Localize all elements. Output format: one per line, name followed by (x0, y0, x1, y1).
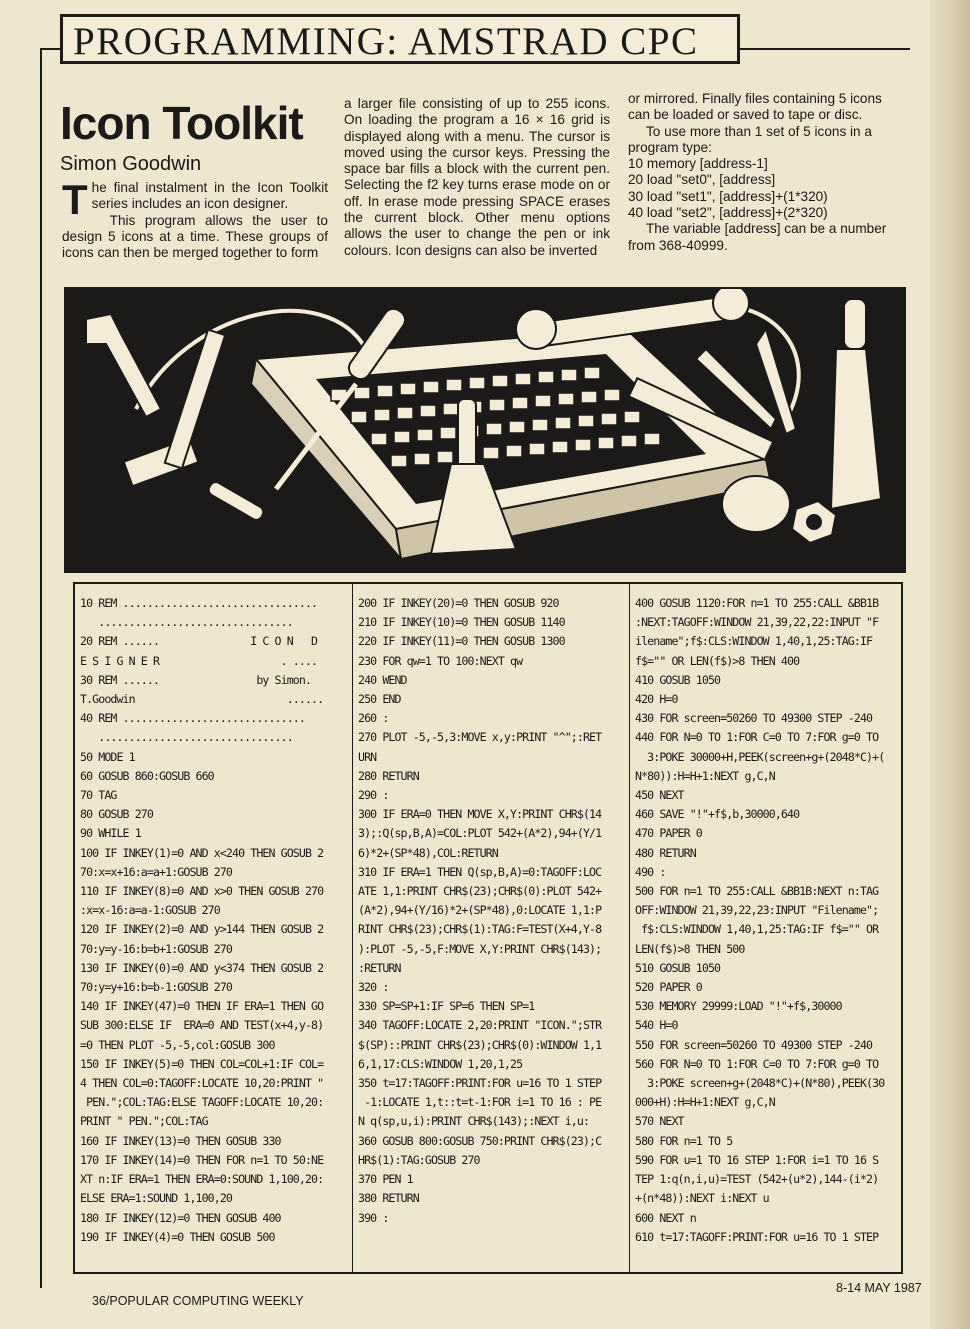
listing-line: 290 : (358, 788, 389, 803)
listing-line: =0 THEN PLOT -5,-5,col:GOSUB 300 (80, 1037, 275, 1052)
listing-line: 60 GOSUB 860:GOSUB 660 (80, 768, 214, 783)
drop-cap: T (62, 176, 88, 223)
program-listing (73, 582, 903, 1274)
listing-line: 20 REM ...... I C O N D (80, 634, 318, 649)
listing-line: 000+H):H=H+1:NEXT g,C,N (635, 1095, 775, 1110)
listing-line: 230 FOR qw=1 TO 100:NEXT qw (358, 653, 523, 668)
listing-line: 120 IF INKEY(2)=0 AND y>144 THEN GOSUB 2 (80, 922, 324, 937)
listing-line: T.Goodwin ...... (80, 692, 324, 707)
listing-column-2 (352, 584, 629, 1272)
listing-line: 6,1,17:CLS:WINDOW 1,20,1,25 (358, 1056, 523, 1071)
listing-line: 220 IF INKEY(11)=0 THEN GOSUB 1300 (358, 634, 565, 649)
listing-line: 190 IF INKEY(4)=0 THEN GOSUB 500 (80, 1229, 275, 1244)
listing-line: 520 PAPER 0 (635, 980, 702, 995)
article-title: Icon Toolkit (60, 97, 303, 149)
listing-line: 3);:Q(sp,B,A)=COL:PLOT 542+(A*2),94+(Y/1 (358, 826, 602, 841)
listing-line: 490 : (635, 864, 666, 879)
listing-line: 390 : (358, 1210, 389, 1225)
paragraph-design: This program allows the user to design 5 icons at a time. These groups of icons can then be merged together to form (62, 212, 328, 261)
paragraph-address: The variable [address] can be a number from 368-40999. (628, 221, 887, 253)
listing-line: 160 IF INKEY(13)=0 THEN GOSUB 330 (80, 1133, 281, 1148)
listing-line: 110 IF INKEY(8)=0 AND x>0 THEN GOSUB 270 (80, 884, 324, 899)
code-example-line: 10 memory [address-1] (628, 156, 768, 172)
listing-line: 340 TAGOFF:LOCATE 2,20:PRINT "ICON.";STR (358, 1018, 602, 1033)
listing-line: 70:x=x+16:a=a+1:GOSUB 270 (80, 864, 233, 879)
listing-line: URN (358, 749, 377, 764)
listing-line: 30 REM ...... by Simon. (80, 672, 312, 687)
section-header (60, 14, 740, 64)
listing-line: (A*2),94+(Y/16)*2+(SP*48),0:LOCATE 1,1:P (358, 903, 602, 918)
listing-line: :x=x-16:a=a-1:GOSUB 270 (80, 903, 220, 918)
listing-line: $(SP)::PRINT CHR$(23);CHR$(0):WINDOW 1,1 (358, 1037, 602, 1052)
listing-line: 3:POKE 30000+H,PEEK(screen+g+(2048*C)+( (635, 749, 885, 764)
paragraph-multiple-sets: To use more than 1 set of 5 icons in a program type: (628, 123, 872, 155)
listing-line: ................................ (80, 615, 293, 630)
listing-line: 360 GOSUB 800:GOSUB 750:PRINT CHR$(23);C (358, 1133, 602, 1148)
listing-line: PEN.";COL:TAG:ELSE TAGOFF:LOCATE 10,20: (80, 1095, 324, 1110)
listing-line: 4 THEN COL=0:TAGOFF:LOCATE 10,20:PRINT " (80, 1076, 324, 1091)
code-example-line: 40 load "set2", [address]+(2*320) (628, 205, 828, 221)
listing-line: 150 IF INKEY(5)=0 THEN COL=COL+1:IF COL= (80, 1056, 324, 1071)
listing-line: TEP 1:q(n,i,u)=TEST (542+(u*2),144-(i*2) (635, 1172, 879, 1187)
article-author: Simon Goodwin (60, 153, 202, 175)
listing-line: 350 t=17:TAGOFF:PRINT:FOR u=16 TO 1 STEP (358, 1076, 602, 1091)
listing-line: 10 REM ................................ (80, 596, 318, 610)
listing-line: 210 IF INKEY(10)=0 THEN GOSUB 1140 (358, 615, 565, 630)
listing-line: ilename";f$:CLS:WINDOW 1,40,1,25:TAG:IF (635, 634, 873, 649)
article-column-3 (628, 91, 896, 254)
paragraph-intro: he final instalment in the Icon Toolkit series includes an icon designer. (91, 180, 328, 212)
listing-line: 70:y=y+16:b=b-1:GOSUB 270 (80, 980, 233, 995)
listing-line: RINT CHR$(23);CHR$(1):TAG:F=TEST(X+4,Y-8 (358, 922, 602, 937)
listing-line: 540 H=0 (635, 1018, 678, 1033)
listing-line: LEN(f$)>8 THEN 500 (635, 941, 745, 956)
listing-line: 380 RETURN (358, 1191, 419, 1206)
page-footer-label: 36/POPULAR COMPUTING WEEKLY (92, 1294, 304, 1308)
tools-illustration (64, 287, 906, 573)
listing-line: ):PLOT -5,-5,F:MOVE X,Y:PRINT CHR$(143); (358, 941, 602, 956)
listing-line: 140 IF INKEY(47)=0 THEN IF ERA=1 THEN GO (80, 999, 324, 1014)
listing-line: 240 WEND (358, 672, 407, 687)
listing-line: 70 TAG (80, 788, 117, 803)
paragraph-usage: a larger file consisting of up to 255 icons. On loading the program a 16 × 16 grid is displayed along with a menu. The cursor is moved using the cursor keys. Pressing the space bar fills a block with the current pen. Selecting the f2 key turns erase mode on or off. In erase mode pressing SPACE erases the current block. Other menu options allows the user to change the pen or ink colours. Icon designs can also be inverted (344, 96, 610, 258)
listing-line: 590 FOR u=1 TO 16 STEP 1:FOR i=1 TO 16 S (635, 1152, 879, 1167)
listing-line: :NEXT:TAGOFF:WINDOW 21,39,22,22:INPUT "F (635, 615, 879, 630)
section-title: PROGRAMMING: AMSTRAD CPC (73, 20, 699, 63)
listing-line: ................................ (80, 730, 293, 745)
listing-line: 370 PEN 1 (358, 1172, 413, 1187)
listing-line: 80 GOSUB 270 (80, 807, 153, 822)
listing-line: 3:POKE screen+g+(2048*C)+(N*80),PEEK(30 (635, 1076, 885, 1091)
listing-line: 300 IF ERA=0 THEN MOVE X,Y:PRINT CHR$(14 (358, 807, 602, 822)
listing-line: XT n:IF ERA=1 THEN ERA=0:SOUND 1,100,20: (80, 1172, 324, 1187)
listing-line: 570 NEXT (635, 1114, 684, 1129)
listing-line: 560 FOR N=0 TO 1:FOR C=0 TO 7:FOR g=0 TO (635, 1056, 879, 1071)
article-column-1 (62, 176, 328, 261)
listing-line: 40 REM .............................. (80, 711, 305, 726)
left-margin-rule (40, 48, 42, 1288)
listing-line: OFF:WINDOW 21,39,22,23:INPUT "Filename"; (635, 903, 879, 918)
page-footer-date: 8-14 MAY 1987 (836, 1281, 922, 1295)
code-example-line: 30 load "set1", [address]+(1*320) (628, 188, 828, 204)
listing-line: 430 FOR screen=50260 TO 49300 STEP -240 (635, 711, 873, 726)
listing-line: ELSE ERA=1:SOUND 1,100,20 (80, 1191, 233, 1206)
listing-line: 610 t=17:TAGOFF:PRINT:FOR u=16 TO 1 STEP (635, 1229, 879, 1244)
listing-line: 480 RETURN (635, 845, 696, 860)
listing-line: 130 IF INKEY(0)=0 AND y<374 THEN GOSUB 2 (80, 960, 324, 975)
listing-line: f$="" OR LEN(f$)>8 THEN 400 (635, 653, 800, 668)
listing-line: 280 RETURN (358, 768, 419, 783)
listing-line: f$:CLS:WINDOW 1,40,1,25:TAG:IF f$="" OR (635, 922, 879, 937)
listing-line: 460 SAVE "!"+f$,b,30000,640 (635, 807, 800, 822)
listing-line: N q(sp,u,i):PRINT CHR$(143);:NEXT i,u: (358, 1114, 590, 1129)
listing-line: 400 GOSUB 1120:FOR n=1 TO 255:CALL &BB1B (635, 596, 879, 610)
listing-line: 500 FOR n=1 TO 255:CALL &BB1B:NEXT n:TAG (635, 884, 879, 899)
listing-line: +(n*48)):NEXT i:NEXT u (635, 1191, 769, 1206)
listing-column-3 (629, 584, 901, 1272)
listing-line: -1:LOCATE 1,t::t=t-1:FOR i=1 TO 16 : PE (358, 1095, 602, 1110)
listing-line: 420 H=0 (635, 692, 678, 707)
listing-line: 530 MEMORY 29999:LOAD "!"+f$,30000 (635, 999, 842, 1014)
listing-line: 310 IF ERA=1 THEN Q(sp,B,A)=0:TAGOFF:LOC (358, 864, 602, 879)
listing-column-1 (75, 584, 352, 1272)
code-example-line: 20 load "set0", [address] (628, 172, 776, 188)
listing-line: 100 IF INKEY(1)=0 AND x<240 THEN GOSUB 2 (80, 845, 324, 860)
listing-line: E S I G N E R . .... (80, 653, 318, 668)
listing-line: 260 : (358, 711, 389, 726)
listing-line: 90 WHILE 1 (80, 826, 141, 841)
listing-line: PRINT " PEN.";COL:TAG (80, 1114, 208, 1129)
listing-line: 320 : (358, 980, 389, 995)
listing-line: 6)*2+(SP*48),COL:RETURN (358, 845, 498, 860)
listing-line: 270 PLOT -5,-5,3:MOVE x,y:PRINT "^";:RET (358, 730, 602, 745)
listing-line: :RETURN (358, 960, 401, 975)
listing-line: 180 IF INKEY(12)=0 THEN GOSUB 400 (80, 1210, 281, 1225)
listing-line: 170 IF INKEY(14)=0 THEN FOR n=1 TO 50:NE (80, 1152, 324, 1167)
listing-line: 470 PAPER 0 (635, 826, 702, 841)
listing-line: 440 FOR N=0 TO 1:FOR C=0 TO 7:FOR g=0 TO (635, 730, 879, 745)
listing-line: 200 IF INKEY(20)=0 THEN GOSUB 920 (358, 596, 559, 610)
listing-line: HR$(1):TAG:GOSUB 270 (358, 1152, 480, 1167)
paragraph-mirror: or mirrored. Finally files containing 5 icons can be loaded or saved to tape or disc. (628, 91, 882, 123)
listing-line: 580 FOR n=1 TO 5 (635, 1133, 733, 1148)
listing-line: 450 NEXT (635, 788, 684, 803)
listing-line: 330 SP=SP+1:IF SP=6 THEN SP=1 (358, 999, 535, 1014)
listing-line: ATE 1,1:PRINT CHR$(23);CHR$(0):PLOT 542+ (358, 884, 602, 899)
listing-line: 70:y=y-16:b=b+1:GOSUB 270 (80, 941, 233, 956)
listing-line: 550 FOR screen=50260 TO 49300 STEP -240 (635, 1037, 873, 1052)
listing-line: 600 NEXT n (635, 1210, 696, 1225)
listing-line: 50 MODE 1 (80, 749, 135, 764)
listing-line: 410 GOSUB 1050 (635, 672, 721, 687)
listing-line: 250 END (358, 692, 401, 707)
article-column-2 (344, 96, 610, 259)
page-edge-shadow (930, 0, 970, 1329)
tools-keyboard-drawing (66, 289, 904, 571)
listing-line: SUB 300:ELSE IF ERA=0 AND TEST(x+4,y-8) (80, 1018, 324, 1033)
listing-line: N*80)):H=H+1:NEXT g,C,N (635, 768, 775, 783)
listing-line: 510 GOSUB 1050 (635, 960, 721, 975)
